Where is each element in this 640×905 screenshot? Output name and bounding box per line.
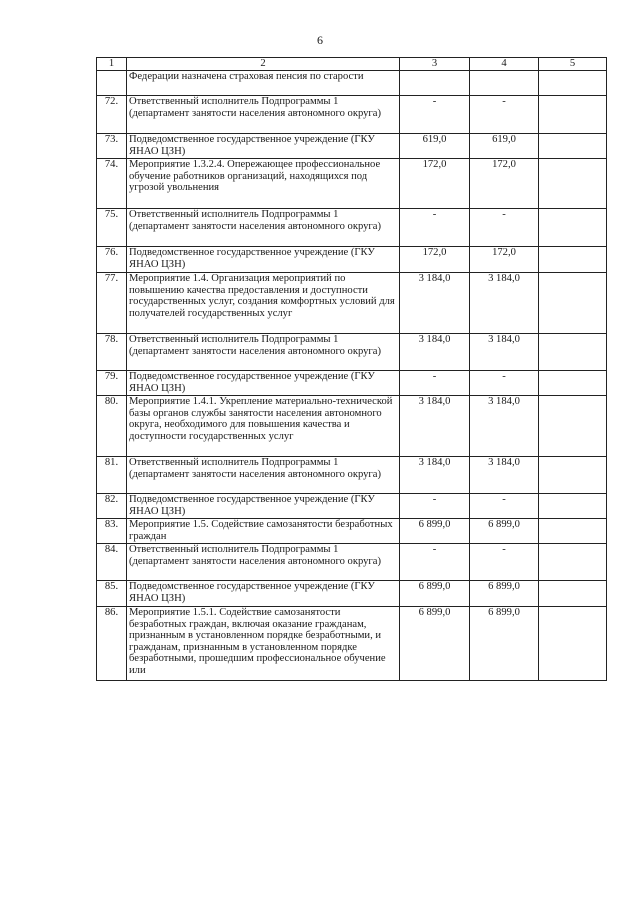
table-row bbox=[97, 371, 607, 396]
page-number: 6 bbox=[317, 33, 323, 47]
column-header-1: 1 bbox=[97, 58, 127, 71]
row-value-col4: 619,0 bbox=[470, 134, 539, 159]
row-description: Ответственный исполнитель Подпрограммы 1 (департамент занятости населения автономного округа) bbox=[127, 334, 400, 371]
row-value-col4: 6 899,0 bbox=[470, 581, 539, 607]
row-value-col4: - bbox=[470, 96, 539, 134]
table-row bbox=[97, 544, 607, 581]
row-value-col4: 3 184,0 bbox=[470, 396, 539, 457]
row-value-col4: 172,0 bbox=[470, 247, 539, 273]
row-value-col3: - bbox=[400, 96, 470, 134]
row-number: 78. bbox=[97, 334, 127, 371]
row-value-col4: 3 184,0 bbox=[470, 273, 539, 334]
row-value-col3: 3 184,0 bbox=[400, 396, 470, 457]
table-row bbox=[97, 457, 607, 494]
row-number: 74. bbox=[97, 159, 127, 209]
row-value-col5 bbox=[539, 607, 607, 681]
row-value-col5 bbox=[539, 581, 607, 607]
header-row bbox=[97, 58, 607, 71]
row-value-col5 bbox=[539, 396, 607, 457]
row-description: Подведомственное государственное учреждение (ГКУ ЯНАО ЦЗН) bbox=[127, 247, 400, 273]
row-number: 83. bbox=[97, 519, 127, 544]
row-number: 79. bbox=[97, 371, 127, 396]
row-value-col4: - bbox=[470, 209, 539, 247]
row-value-col4: 172,0 bbox=[470, 159, 539, 209]
row-value-col5 bbox=[539, 371, 607, 396]
row-number: 77. bbox=[97, 273, 127, 334]
row-value-col3: - bbox=[400, 494, 470, 519]
row-value-col4: - bbox=[470, 544, 539, 581]
row-description: Ответственный исполнитель Подпрограммы 1 (департамент занятости населения автономного округа) bbox=[127, 209, 400, 247]
row-value-col5 bbox=[539, 247, 607, 273]
table-row bbox=[97, 581, 607, 607]
row-description: Мероприятие 1.4.1. Укрепление материально-технической базы органов службы занятости населения автономного округа, необходимого для повышения качества и доступности государственных услуг bbox=[127, 396, 400, 457]
row-value-col4: - bbox=[470, 371, 539, 396]
row-description: Ответственный исполнитель Подпрограммы 1 (департамент занятости населения автономного округа) bbox=[127, 457, 400, 494]
row-value-col5 bbox=[539, 519, 607, 544]
row-number bbox=[97, 71, 127, 96]
row-value-col5 bbox=[539, 273, 607, 334]
row-description: Подведомственное государственное учреждение (ГКУ ЯНАО ЦЗН) bbox=[127, 134, 400, 159]
row-value-col3: 619,0 bbox=[400, 134, 470, 159]
row-number: 73. bbox=[97, 134, 127, 159]
row-value-col3: 172,0 bbox=[400, 247, 470, 273]
column-header-5: 5 bbox=[539, 58, 607, 71]
row-value-col3 bbox=[400, 71, 470, 96]
table-row bbox=[97, 396, 607, 457]
column-header-3: 3 bbox=[400, 58, 470, 71]
row-description: Ответственный исполнитель Подпрограммы 1 (департамент занятости населения автономного округа) bbox=[127, 544, 400, 581]
row-value-col5 bbox=[539, 134, 607, 159]
row-value-col3: 172,0 bbox=[400, 159, 470, 209]
row-description: Мероприятие 1.4. Организация мероприятий по повышению качества предоставления и доступности государственных услуг, создания комфортных условий для получателей государственных услуг bbox=[127, 273, 400, 334]
row-number: 76. bbox=[97, 247, 127, 273]
row-value-col5 bbox=[539, 334, 607, 371]
row-number: 72. bbox=[97, 96, 127, 134]
row-value-col5 bbox=[539, 494, 607, 519]
table-row bbox=[97, 71, 607, 96]
row-value-col3: 6 899,0 bbox=[400, 607, 470, 681]
table-row bbox=[97, 607, 607, 681]
row-number: 85. bbox=[97, 581, 127, 607]
row-number: 80. bbox=[97, 396, 127, 457]
table-header bbox=[97, 58, 607, 71]
row-value-col4: 6 899,0 bbox=[470, 519, 539, 544]
table-row bbox=[97, 96, 607, 134]
table-row bbox=[97, 519, 607, 544]
row-number: 86. bbox=[97, 607, 127, 681]
row-value-col5 bbox=[539, 544, 607, 581]
table-row bbox=[97, 159, 607, 209]
row-value-col3: - bbox=[400, 371, 470, 396]
row-value-col5 bbox=[539, 71, 607, 96]
row-number: 82. bbox=[97, 494, 127, 519]
row-value-col4: - bbox=[470, 494, 539, 519]
row-value-col5 bbox=[539, 96, 607, 134]
table-row bbox=[97, 247, 607, 273]
table-row bbox=[97, 494, 607, 519]
row-value-col5 bbox=[539, 457, 607, 494]
row-description: Подведомственное государственное учреждение (ГКУ ЯНАО ЦЗН) bbox=[127, 371, 400, 396]
row-description: Ответственный исполнитель Подпрограммы 1 (департамент занятости населения автономного округа) bbox=[127, 96, 400, 134]
budget-table bbox=[96, 57, 607, 681]
column-header-2: 2 bbox=[127, 58, 400, 71]
row-number: 75. bbox=[97, 209, 127, 247]
row-value-col3: - bbox=[400, 544, 470, 581]
row-description: Федерации назначена страховая пенсия по старости bbox=[127, 71, 400, 96]
row-value-col3: 3 184,0 bbox=[400, 273, 470, 334]
row-value-col3: 3 184,0 bbox=[400, 334, 470, 371]
table-row bbox=[97, 334, 607, 371]
row-value-col4: 3 184,0 bbox=[470, 457, 539, 494]
table-row bbox=[97, 134, 607, 159]
row-value-col3: 6 899,0 bbox=[400, 581, 470, 607]
row-description: Мероприятие 1.5. Содействие самозанятости безработных граждан bbox=[127, 519, 400, 544]
row-value-col4: 6 899,0 bbox=[470, 607, 539, 681]
row-description: Мероприятие 1.5.1. Содействие самозанятости безработных граждан, включая оказание гражданам, признанным в установленном порядке безработными, и гражданам, признанным в установленном порядке безработными, прошедшим профессиональное обучение или bbox=[127, 607, 400, 681]
row-value-col5 bbox=[539, 209, 607, 247]
table-row bbox=[97, 209, 607, 247]
row-number: 84. bbox=[97, 544, 127, 581]
row-value-col3: - bbox=[400, 209, 470, 247]
row-description: Мероприятие 1.3.2.4. Опережающее профессиональное обучение работников организаций, находящихся под угрозой увольнения bbox=[127, 159, 400, 209]
row-value-col3: 6 899,0 bbox=[400, 519, 470, 544]
table-row bbox=[97, 273, 607, 334]
row-value-col4: 3 184,0 bbox=[470, 334, 539, 371]
row-description: Подведомственное государственное учреждение (ГКУ ЯНАО ЦЗН) bbox=[127, 494, 400, 519]
column-header-4: 4 bbox=[470, 58, 539, 71]
table-body bbox=[97, 71, 607, 681]
row-description: Подведомственное государственное учреждение (ГКУ ЯНАО ЦЗН) bbox=[127, 581, 400, 607]
row-value-col5 bbox=[539, 159, 607, 209]
row-number: 81. bbox=[97, 457, 127, 494]
row-value-col4 bbox=[470, 71, 539, 96]
row-value-col3: 3 184,0 bbox=[400, 457, 470, 494]
